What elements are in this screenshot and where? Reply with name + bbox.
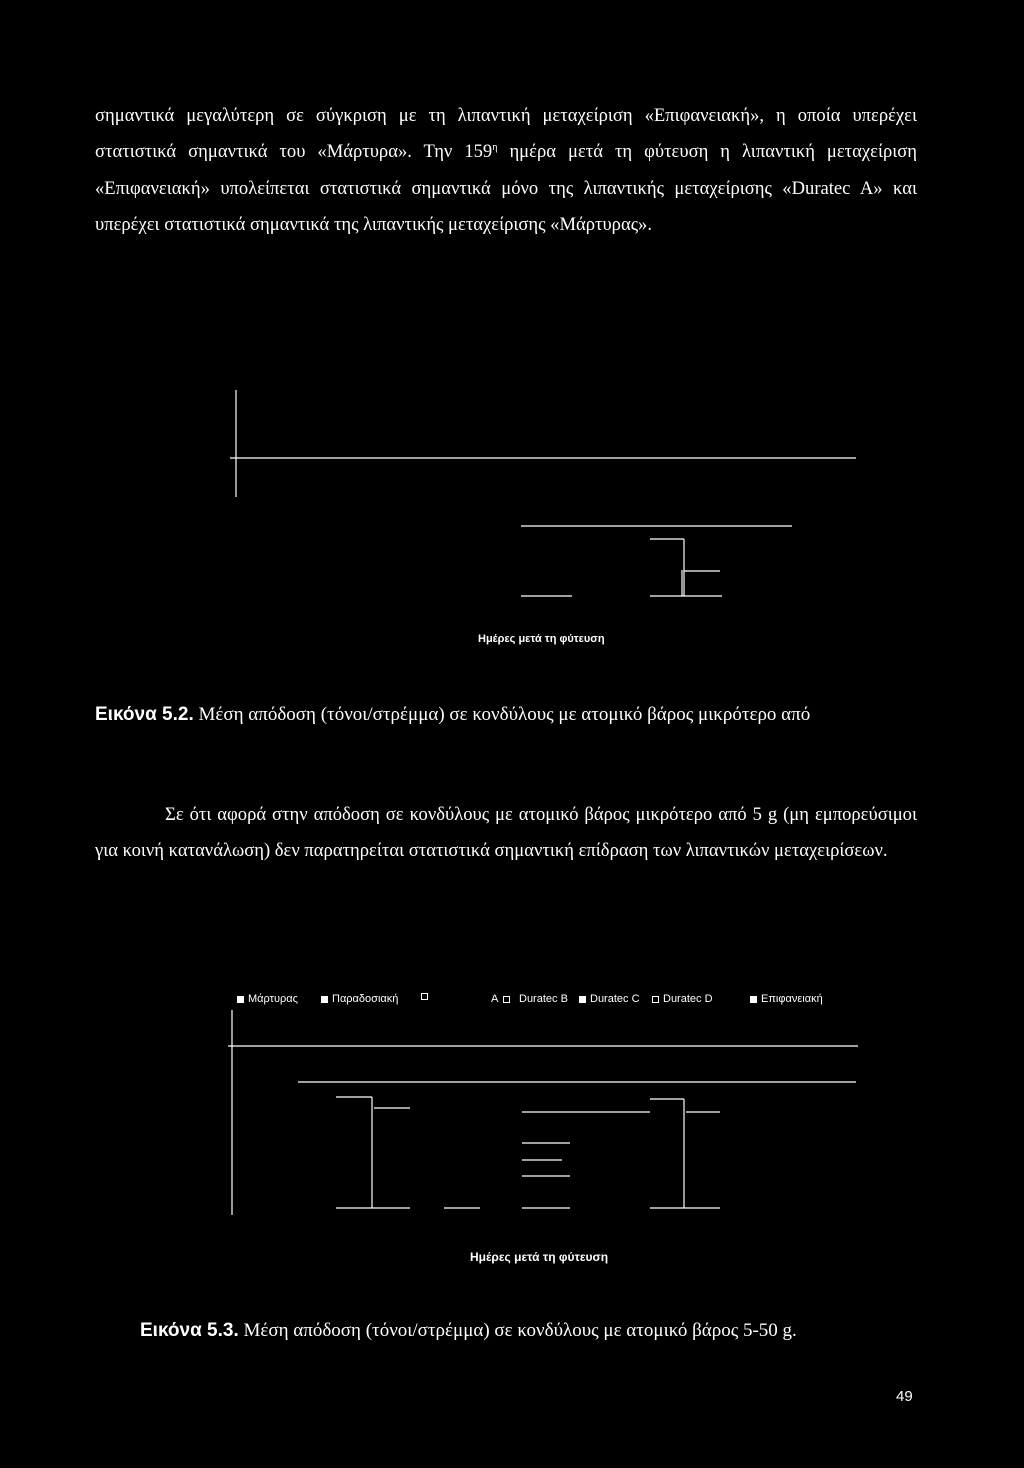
legend-label: Μάρτυρας [248,993,298,1005]
paragraph-2-text: Σε ότι αφορά στην απόδοση σε κονδύλους με ατομικό βάρος μικρότερο από 5 g (μη εμπορεύσιμοι για κοινή κατανάλωση) δεν παρατηρείται στατιστικά σημαντική επίδραση των λιπαντικών μεταχειρίσεων. [95,804,917,862]
legend-label: Duratec D [663,993,713,1005]
paragraph-1-rest: ημέρα μετά τη φύτευση η λιπαντική μεταχείριση «Επιφανειακή» υπολείπεται στατιστικά σημαντικά μόνο της λιπαντικής μεταχείρισης «Duratec A» και υπερέχει στατιστικά σημαντικά της λιπαντικής μεταχείρισης «Μάρτυρας». [95,141,917,235]
figure-5-3-caption [140,1320,797,1342]
legend-label: Παραδοσιακή [332,993,399,1005]
figure-5-2-caption-label: Εικόνα 5.2. [95,704,194,725]
page-number: 49 [896,1388,913,1405]
legend-label: A [491,993,499,1005]
figure-5-3-caption-label: Εικόνα 5.3. [140,1320,239,1341]
figure-5-3-x-axis-title: Ημέρες μετά τη φύτευση [470,1250,609,1264]
legend-label: Duratec B [519,993,568,1005]
figure-5-2-x-axis-title: Ημέρες μετά τη φύτευση [478,633,605,645]
figure-5-2-caption-text: Μέση απόδοση (τόνοι/στρέμμα) σε κονδύλους με ατομικό βάρος μικρότερο από [193,704,811,725]
figure-5-3-caption-text: Μέση απόδοση (τόνοι/στρέμμα) σε κονδύλους με ατομικό βάρος 5-50 g. [238,1320,797,1341]
paragraph-1-text: σημαντικά μεγαλύτερη σε σύγκριση με τη λιπαντική μεταχείριση «Επιφανειακή», η οποία υπερέχει στατιστικά σημαντικά του «Μάρτυρα». Την 159 [95,105,917,163]
ordinal-superscript: η [492,142,498,154]
legend-label: Επιφανειακή [761,993,823,1005]
legend-label: Duratec C [590,993,640,1005]
